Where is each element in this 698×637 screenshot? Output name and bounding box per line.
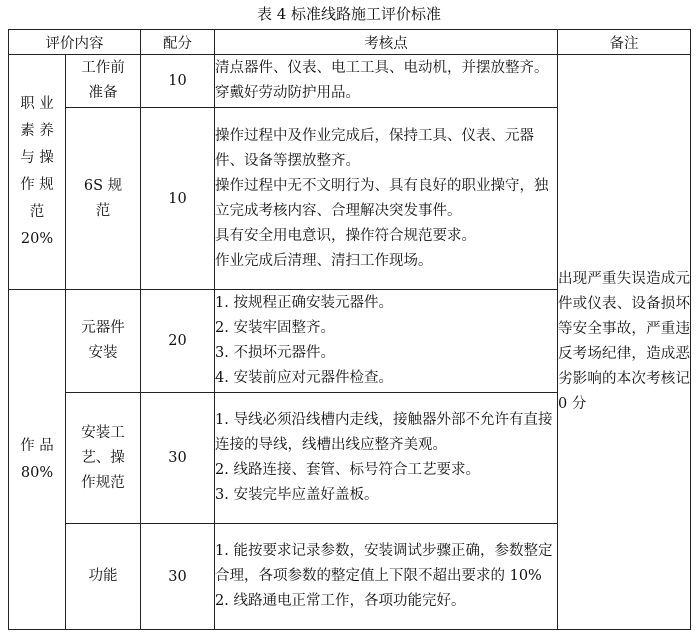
score-cell: 30 [141,524,215,630]
item-function: 功能 [66,524,141,630]
header-criteria: 考核点 [215,30,558,55]
item-component-install: 元器件 安装 [66,290,141,393]
criteria-cell: 操作过程中及作业完成后，保持工具、仪表、元器件、设备等摆放整齐。 操作过程中无不文明行为、具有良好的职业操守，独立完成考核内容、合理解决突发事件。 具有安全用电意识，操作符合规范要求。 作业完成后清理、清扫工作现场。 [215,108,558,290]
item-install-process: 安装工 艺、操 作规范 [66,393,141,524]
criteria-cell: 1. 能按要求记录参数，安装调试步骤正确，参数整定合理，各项参数的整定值上下限不超出要求的 10% 2. 线路通电正常工作，各项功能完好。 [215,524,558,630]
criteria-cell: 1. 导线必须沿线槽内走线，接触器外部不允许有直接连接的导线，线槽出线应整齐美观。 2. 线路连接、套管、标号符合工艺要求。 3. 安装完毕应盖好盖板。 [215,393,558,524]
category-professional: 职 业 素 养 与 操 作 规 范 20% [9,55,66,290]
score-cell: 20 [141,290,215,393]
score-cell: 10 [141,108,215,290]
header-content: 评价内容 [9,30,141,55]
remark-cell: 出现严重失误造成元件或仪表、设备损坏等安全事故，严重违反考场纪律，造成恶劣影响的本次考核记 0 分 [558,55,691,630]
criteria-cell: 1. 按规程正确安装元器件。 2. 安装牢固整齐。 3. 不损坏元器件。 4. 安装前应对元器件检查。 [215,290,558,393]
table-caption: 表 4 标准线路施工评价标准 [256,5,442,23]
category-work: 作 品 80% [9,290,66,630]
item-preparation: 工作前 准备 [66,55,141,108]
header-remark: 备注 [558,30,691,55]
item-6s: 6S 规 范 [66,108,141,290]
score-cell: 30 [141,393,215,524]
header-score: 配分 [141,30,215,55]
header-row [9,30,691,55]
criteria-cell: 清点器件、仪表、电工工具、电动机，并摆放整齐。穿戴好劳动防护用品。 [215,55,558,108]
table-row [9,55,691,108]
score-cell: 10 [141,55,215,108]
evaluation-table [8,29,691,630]
